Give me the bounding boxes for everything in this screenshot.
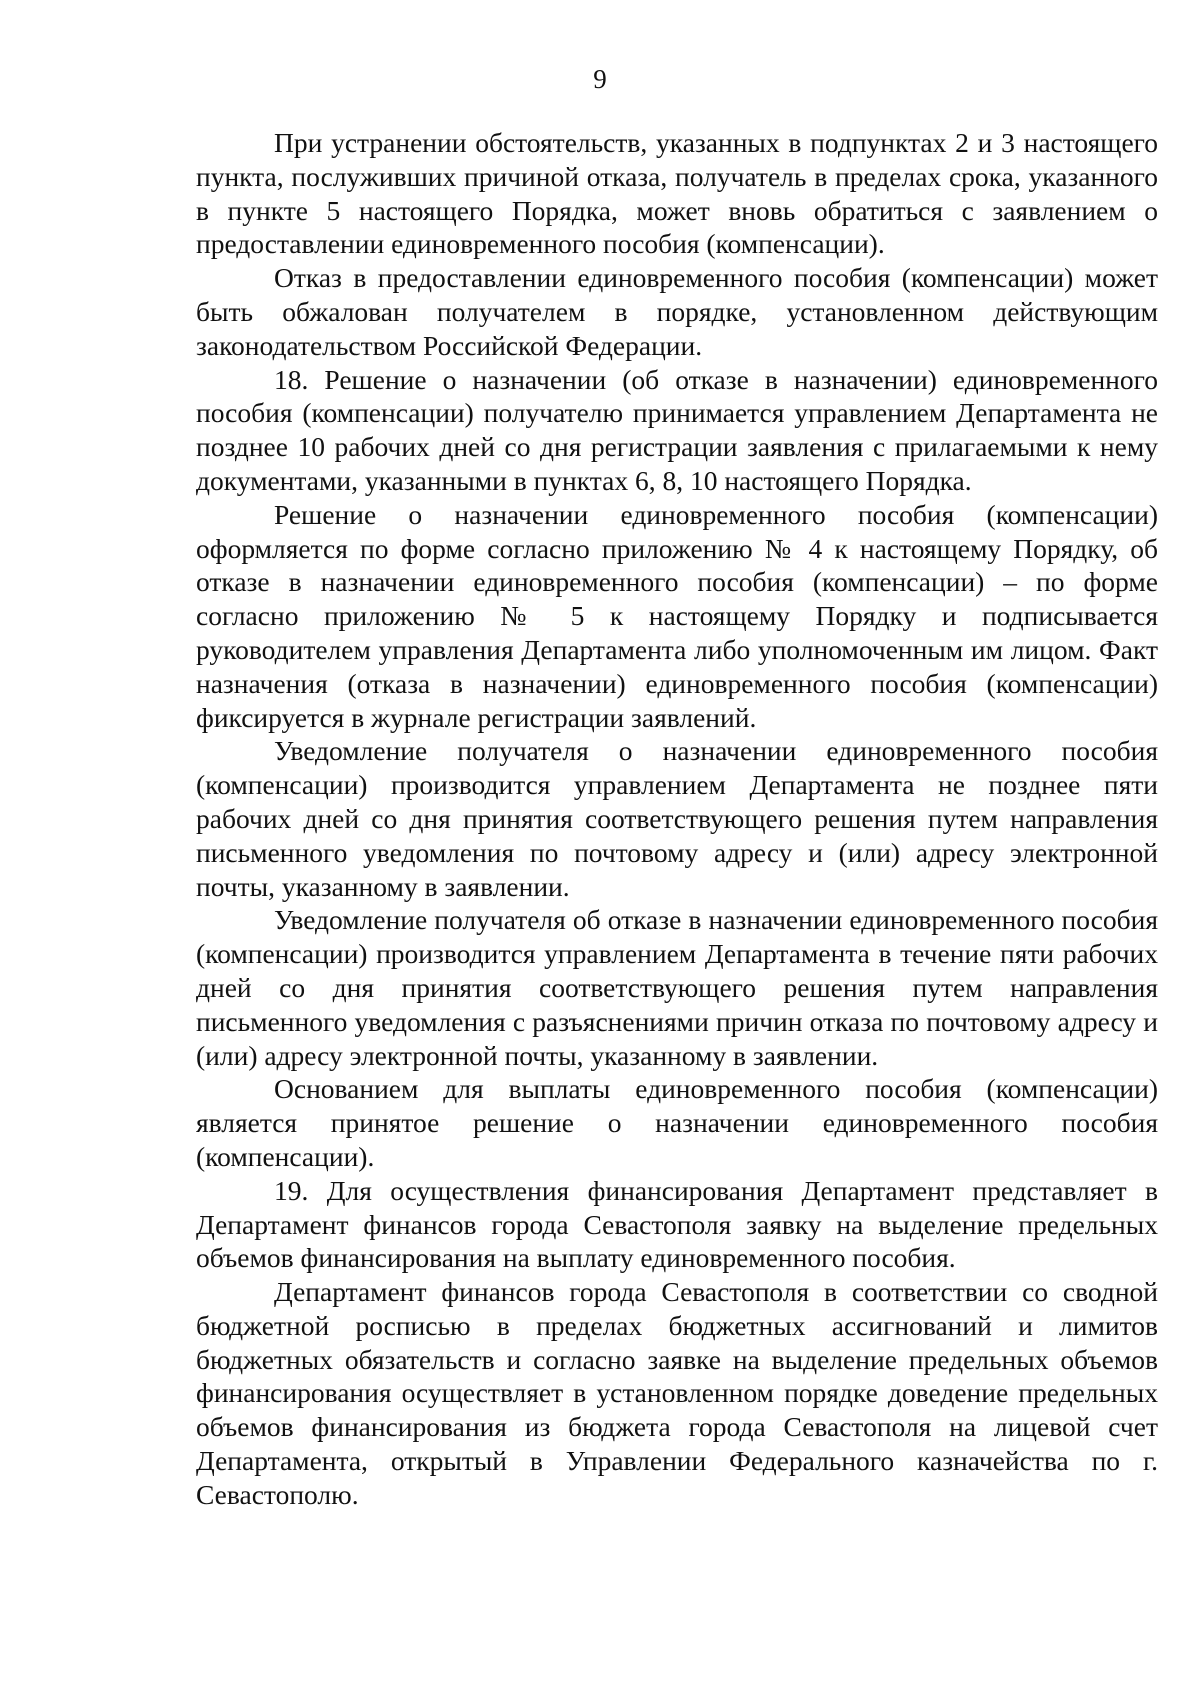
paragraph-item-18: 18. Решение о назначении (об отказе в назначении) единовременного пособия (компенсации) получателю принимается управлением Департамента не позднее 10 рабочих дней со дня регистрации заявления с прилагаемыми к нему документами, указанными в пунктах 6, 8, 10 настоящего Порядка.: [196, 363, 1158, 496]
paragraph-finance-department: Департамент финансов города Севастополя в соответствии со сводной бюджетной росписью в пределах бюджетных ассигнований и лимитов бюджетных обязательств и согласно заявке на выделение предельных объемов финансирования осуществляет в установленном порядке доведение предельных объемов финансирования из бюджета города Севастополя на лицевой счет Департамента, открытый в Управлении Федерального казначейства по г. Севастополю.: [196, 1276, 1158, 1510]
page-number: 9: [593, 64, 607, 94]
paragraph-payment-basis: Основанием для выплаты единовременного пособия (компенсации) является принятое решение о назначении единовременного пособия (компенсации).: [196, 1073, 1158, 1172]
paragraph-decision-form: Решение о назначении единовременного пособия (компенсации) оформляется по форме согласно приложению № 4 к настоящему Порядку, об отказе в назначении единовременного пособия (компенсации) – по форме согласно приложению № 5 к настоящему Порядку и подписывается руководителем управления Департамента либо уполномоченным им лицом. Факт назначения (отказа в назначении) единовременного пособия (компенсации) фиксируется в журнале регистрации заявлений.: [196, 498, 1158, 733]
paragraph-notice-rejection: Уведомление получателя об отказе в назначении единовременного пособия (компенсации) производится управлением Департамента в течение пяти рабочих дней со дня принятия соответствующего решения путем направления письменного уведомления с разъяснениями причин отказа по почтовому адресу и (или) адресу электронной почты, указанному в заявлении.: [196, 904, 1158, 1071]
paragraph-rejection-cure: При устранении обстоятельств, указанных в подпунктах 2 и 3 настоящего пункта, послуживших причиной отказа, получатель в пределах срока, указанного в пункте 5 настоящего Порядка, может вновь обратиться с заявлением о предоставлении единовременного пособия (компенсации).: [196, 127, 1158, 260]
paragraph-notice-approval: Уведомление получателя о назначении единовременного пособия (компенсации) производится управлением Департамента не позднее пяти рабочих дней со дня принятия соответствующего решения путем направления письменного уведомления по почтовому адресу и (или) адресу электронной почты, указанному в заявлении.: [196, 735, 1158, 902]
document-body: [196, 126, 1158, 1512]
paragraph-item-19: 19. Для осуществления финансирования Департамент представляет в Департамент финансов города Севастополя заявку на выделение предельных объемов финансирования на выплату единовременного пособия.: [196, 1174, 1158, 1274]
paragraph-appeal: Отказ в предоставлении единовременного пособия (компенсации) может быть обжалован получателем в порядке, установленном действующим законодательством Российской Федерации.: [196, 262, 1158, 361]
